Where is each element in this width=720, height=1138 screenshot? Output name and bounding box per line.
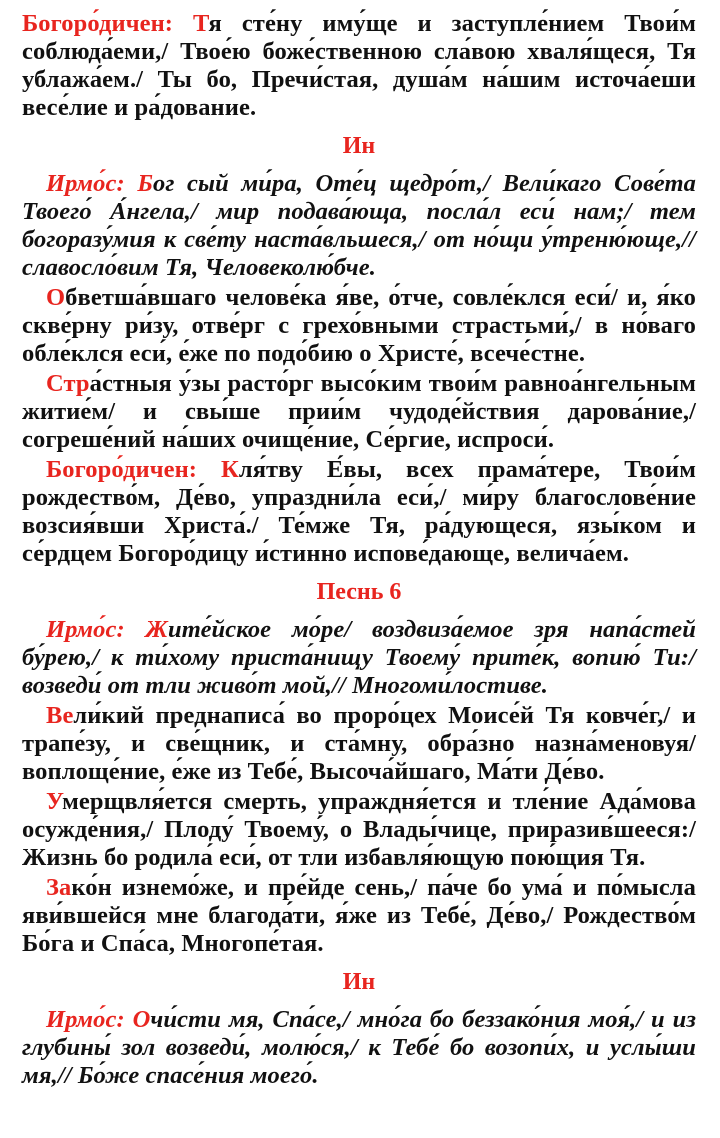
- paragraph-troparion-5: [22, 874, 696, 958]
- paragraph-theotokion-1: [22, 10, 696, 122]
- paragraph-text: ите́йское мо́ре/ воздвиза́емое зря напа́стей бу́рею,/ к ти́хому приста́нищу Твоему́ прите́к, вопию́ Ти:/ возведи́ от тли живо́т мой,// Многоми́лостиве.: [22, 616, 696, 699]
- drop-initial: За: [46, 874, 72, 901]
- paragraph-text: ко́н изнемо́же, и пре́йде сень,/ па́че бо ума́ и по́мысла яви́вшейся мне благода́ти, я́же из Тебе́, Де́во,/ Рождество́м Бо́га и Спа́са, Многопе́тая.: [22, 874, 696, 957]
- paragraph-troparion-3: [22, 702, 696, 786]
- section-heading-in-1: Ин: [342, 133, 376, 159]
- paragraph-irmos-1: [22, 170, 696, 282]
- paragraph-label: Богоро́дичен:: [22, 10, 194, 37]
- drop-initial: У: [46, 788, 63, 815]
- paragraph-text: я сте́ну иму́ще и заступле́нием Твои́м соблюда́еми,/ Твое́ю боже́ственною сла́вою хваля́щеся, Тя ублажа́ем./ Ты бо, Пречи́стая, душа́м на́шим источа́еши весе́лие и ра́дование.: [22, 10, 696, 121]
- paragraph-text: мерщвля́ется смерть, упраждня́ется и тле́ние Ада́мова осужде́ния,/ Плоду́ Твоему́, о Влады́чице, приразив́шееся:/ Жизнь бо родила́ еси́, от тли избавля́ющую пою́щия Тя.: [22, 788, 696, 871]
- section-heading-in-2: Ин: [342, 969, 376, 995]
- paragraph-irmos-3: [22, 1006, 696, 1090]
- paragraph-troparion-2: [22, 370, 696, 454]
- drop-initial: К: [220, 456, 239, 483]
- paragraph-label: Богоро́дичен:: [46, 456, 221, 483]
- drop-initial: Т: [193, 10, 209, 37]
- paragraph-label: Ирмо́с:: [46, 616, 146, 643]
- paragraph-theotokion-2: [22, 456, 696, 568]
- paragraph-troparion-1: [22, 284, 696, 368]
- paragraph-text: а́стныя у́зы расто́рг высо́ким твои́м равноа́нгельным житие́м/ и свы́ше прии́м чудоде́йствия дарова́ние,/ согреше́ний на́ших очище́ние, Се́ргие, испроси́.: [22, 370, 696, 453]
- paragraph-text: бветша́вшаго челове́ка я́ве, о́тче, совле́клся еси́/ и, я́ко скве́рну ри́зу, отве́рг с грехо́вными страстьми́,/ в но́ваго обле́клся еси́, е́же по подо́бию о Христе́, всече́стне.: [22, 284, 696, 367]
- paragraph-irmos-2: [22, 616, 696, 700]
- paragraph-text: ог сый ми́ра, Оте́ц щедро́т,/ Вели́каго Сове́та Твоего́ А́нгела,/ мир подава́юща, посла́л еси́ нам;/ тем богоразу́мия к све́ту наста́вльшеся,/ от но́щи у́треню́юще,// славосло́вим Тя, Человеколю́бче.: [22, 170, 696, 281]
- drop-initial: Ж: [145, 616, 169, 643]
- paragraph-text: чи́сти мя, Спа́се,/ мно́га бо беззако́ния моя́,/ и из глубины́ зол возведи́, молю́ся,/ к Тебе́ бо возопи́х, и услы́ши мя,// Бо́же спасе́ния моего́.: [22, 1006, 696, 1089]
- drop-initial: Стр: [46, 370, 90, 397]
- drop-initial: О: [46, 284, 66, 311]
- paragraph-label: Ирмо́с:: [46, 1006, 133, 1033]
- paragraph-label: Ирмо́с:: [46, 170, 138, 197]
- section-heading-ode-6: Песнь 6: [316, 579, 402, 605]
- paragraph-text: ли́кий преднаписа́ во проро́цех Моисе́й Тя ковче́г,/ и трапе́зу, и све́щник, и ста́мну, обра́зно назна́меновуя/ воплоще́ние, е́же из Тебе́, Высоча́йшаго, Ма́ти Де́во.: [22, 702, 696, 785]
- drop-initial: Б: [137, 170, 153, 197]
- drop-initial: О: [132, 1006, 151, 1033]
- paragraph-troparion-4: [22, 788, 696, 872]
- drop-initial: Ве: [46, 702, 74, 729]
- paragraph-text: ля́тву Е́вы, всех прама́тере, Твои́м рождество́м, Де́во, упраздни́ла еси́,/ ми́ру благослове́ние возсия́вши Христа́./ Те́мже Тя, ра́дующеся, язы́ком и се́рдцем Богоро́дицу и́стинно испове́дающе, велича́ем.: [22, 456, 696, 567]
